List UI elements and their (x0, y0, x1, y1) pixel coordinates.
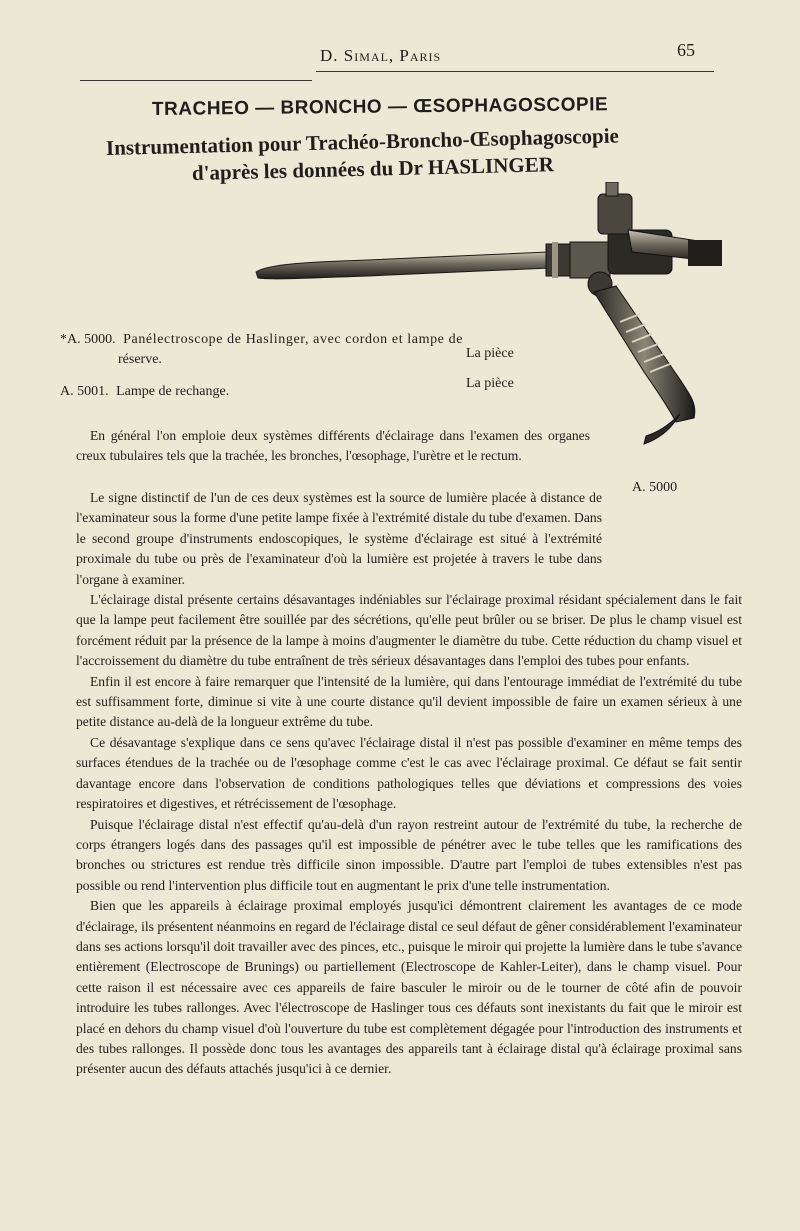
running-title: D. Simal, Paris (320, 46, 442, 65)
page-number: 65 (677, 40, 695, 60)
item-code: *A. 5000. (60, 332, 116, 347)
body-text-block-2 (76, 488, 742, 1080)
figure-caption: A. 5000 (632, 480, 678, 495)
paragraph: Enfin il est encore à faire remarquer que l'intensité de la lumière, qui dans l'entourage immédiat de l'extrémité du tube est suffisamment forte, diminue si vite à une courte distance qu'il devient impossible de faire un examen sérieux à une petite distance au-delà de la longueur extrême du tube. (76, 673, 742, 730)
paragraph: Ce désavantage s'explique dans ce sens qu'avec l'éclairage distal il n'est pas possible d'examiner en même temps des surfaces étendues de la trachée ou de l'œsophage comme c'est le cas avec l'éclairage proximal. Ce défaut se fait sentir davantage encore dans l'observation de conditions pathologiques telles que déviations et compressions des voies respiratoires et digestives, et rétrécissement de l'œsophage. (76, 734, 742, 812)
section-title: TRACHEO — BRONCHO — ŒSOPHAGOSCOPIE (151, 94, 609, 120)
item-description: Lampe de rechange. (116, 384, 230, 399)
item-unit: La pièce (466, 376, 514, 391)
paragraph: Le signe distinctif de l'un de ces deux systèmes est la source de lumière placée à distance de l'examinateur sous la forme d'une petite lampe fixée à l'extrémité distale du tube d'examen. Dans le second groupe d'instruments endoscopiques, le système d'éclairage est situé à l'extrémité proximale du tube ou près de l'examinateur d'où la lumière est projetée à travers le tube dans l'organe à examiner. (76, 490, 602, 587)
section-subtitle-line2: d'après les données du Dr HASLINGER (191, 152, 555, 185)
section-subtitle-line1: Instrumentation pour Trachéo-Broncho-Œsophagoscopie (105, 123, 620, 160)
catalog-item-5001 (60, 384, 229, 400)
body-text-block-1 (76, 426, 590, 467)
item-unit: La pièce (466, 346, 514, 361)
panelectroscope-illustration (248, 182, 728, 452)
header-rule-left (80, 80, 312, 81)
catalog-item-5000 (60, 332, 530, 348)
item-description-cont: réserve. (118, 352, 162, 367)
header-rule-right (316, 71, 714, 72)
paragraph: Puisque l'éclairage distal n'est effectif qu'au-delà d'un rayon restreint autour de l'extrémité du tube, la recherche de corps étrangers logés dans des passages qu'il est impossible de pénétrer avec le tube telles que les ramifications des bronches ou strictures est rendue très difficile sinon impossible. D'autre part l'emploi de tubes extensibles n'est pas possible ou rend l'intervention plus difficile tout en augmentant le prix d'une telle instrumentation. (76, 816, 742, 893)
paragraph: Bien que les appareils à éclairage proximal employés jusqu'ici démontrent clairement les avantages de ce mode d'éclairage, ils présentent néanmoins en regard de l'éclairage distal ce seul défaut de gêner considérablement l'examinateur dans ses actions lorsqu'il doit travailler avec des pinces, etc., puisque le miroir qui projette la lumière dans le tube s'avance entièrement (Electroscope de Brunings) ou partiellement (Electroscope de Kahler-Leiter), dans le champ visuel. Pour cette raison il est nécessaire avec ces appareils de faire basculer le miroir ou de le tourner de côté afin de pouvoir introduire les tubes rallonges. Avec l'électroscope de Haslinger tous ces défauts sont inexistants du fait que le miroir est placé en dehors du champ visuel d'où l'ouverture du tube est complètement dégagée pour l'introduction des instruments et des tubes rallonges. Il possède donc tous les avantages des appareils tant à éclairage distal qu'à éclairage proximal sans présenter aucun des défauts attachés jusqu'ici à ce dernier. (76, 898, 742, 1077)
item-description: Panélectroscope de Haslinger, avec cordon et lampe de (123, 332, 464, 347)
paragraph: En général l'on emploie deux systèmes différents d'éclairage dans l'examen des organes creux tubulaires tels que la trachée, les bronches, l'œsophage, l'urètre et le rectum. (76, 428, 590, 464)
item-code: A. 5001. (60, 384, 109, 399)
paragraph: L'éclairage distal présente certains désavantages indéniables sur l'éclairage proximal résidant spécialement dans le fait que la lampe peut facilement être souillée par des sécrétions, qu'elle peut brûler ou se briser. De plus le champ visuel est forcément réduit par la présence de la lampe à moins d'augmenter le diamètre du tube. Cette réduction du champ visuel et l'accroissement du diamètre du tube entraînent de très sérieux désavantages dans l'emploi des tubes pour enfants. (76, 592, 742, 669)
